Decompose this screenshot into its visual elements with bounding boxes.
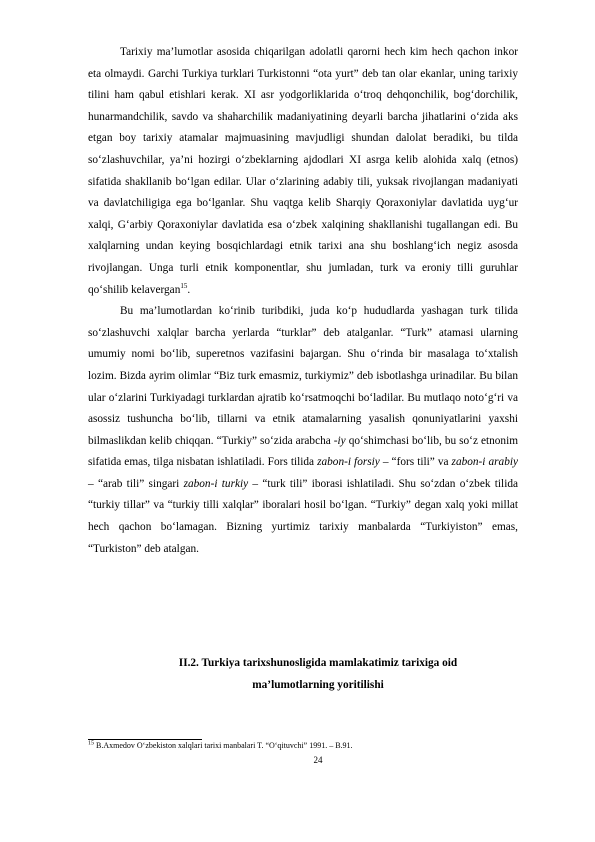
paragraph-1-end: . <box>187 283 191 296</box>
paragraph-2-part4: – “arab tili” singari <box>88 477 184 490</box>
footnote <box>88 741 528 751</box>
footnote-divider <box>88 739 202 740</box>
paragraph-2-part1: Bu ma’lumotlardan ko‘rinib turibdiki, juda ko‘p hududlarda yashagan turk tilida so‘zlashuvchi xalqlar barcha yerlarda “turklar” deb atalganlar. “Turk” atamasi ularning umumiy nomi bo‘lib, superetnos vazifasini bajargan. Shu o‘rinda bir masalaga to‘xtalish lozim. Bizda ayrim olimlar “Biz turk emasmiz, turkiymiz” deb isbotlashga urinadilar. Bu bilan ular o‘zlarini Turkiyadagi turklardan ajratib ko‘rsatmoqchi bo‘ladilar. Bu mutlaqo noto‘g‘ri va asossiz tushuncha bo‘lib, tillarni va etnik atamalarning yasalish qonuniyatlarini yaxshi bilmaslikdan kelib chiqqan. “Turkiy” so‘zida arabcha <box>88 305 518 447</box>
paragraph-1 <box>88 42 518 301</box>
section-heading-line-1: II.2. Turkiya tarixshunosligida mamlakatimiz tarixiga oid <box>178 657 458 669</box>
term-zabon-i-forsiy: zabon-i forsiy <box>317 456 380 469</box>
paragraph-1-text: Tarixiy ma’lumotlar asosida chiqarilgan adolatli qarorni hech kim hech qachon inkor eta olmaydi. Garchi Turkiya turklari Turkistonni “ota yurt” deb tan olar ekanlar, uning tarixiy tilini ham qabul etishlari kerak. XI asr yodgorliklarida o‘troq dehqonchilik, bog‘dorchilik, hunarmandchilik, savdo va shaharchilik madaniyatining deyarli barcha jihatlarini o‘zida aks etgan boy tarixiy atamalar majmuasining mavjudligi shundan dalolat beradiki, bu tilda so‘zlashuvchilar, ya’ni hozirgi o‘zbeklarning ajdodlari XI asrga kelib alohida xalq (etnos) sifatida shakllanib bo‘lgan edilar. Ular o‘zlarining adabiy tili, yuksak rivojlangan madaniyati va davlatchiligiga ega bo‘lganlar. Shu vaqtga kelib Sharqiy Qoraxoniylar davlatida uyg‘ur xalqi, G‘arbiy Qoraxoniylar davlatida esa o‘zbek xalqining shakllanishi tugallangan edi. Bu xalqlarning undan keying bosqichlardagi etnik tarixi ana shu boshlang‘ich negiz asosda rivojlangan. Unga turli etnik komponentlar, shu jumladan, turk va eroniy tilli guruhlar qo‘shilib kelavergan <box>88 46 518 296</box>
paragraph-2 <box>88 301 518 560</box>
section-heading-line-2: ma’lumotlarning yoritilishi <box>252 678 384 691</box>
suffix-iy: -iy <box>333 434 346 447</box>
paragraph-2-part5: – “turk tili” iborasi ishlatiladi. Shu so‘zdan o‘zbek tilida “turkiy tillar” va “turkiy tilli xalqlar” iboralari hosil bo‘lgan. “Turkiy” degan xalq yoki millat hech qachon bo‘lamagan. Bizning yurtimiz tarixiy manbalarda “Turkiyiston” emas, “Turkiston” deb atalgan. <box>88 477 518 555</box>
paragraph-2-part2: qo‘shimchasi bo‘lib, bu so‘z etnonim sifatida emas, tilga nisbatan ishlatiladi. Fors tilida <box>88 434 519 469</box>
paragraph-2-part3: – “fors tili” va <box>379 456 452 469</box>
term-zabon-i-turkiy: zabon-i turkiy <box>183 477 249 490</box>
footnote-number: 15 <box>88 740 94 747</box>
section-heading <box>88 653 548 696</box>
footnote-reference: 15 <box>180 281 188 290</box>
term-zabon-i-arabiy: zabon-i arabiy <box>451 456 518 469</box>
footnote-text: B.Axmedov O‘zbekiston xalqlari tarixi manbalari T. “O‘qituvchi” 1991. – B.91. <box>94 741 353 750</box>
body-text <box>88 42 518 560</box>
page-number: 24 <box>313 755 323 765</box>
